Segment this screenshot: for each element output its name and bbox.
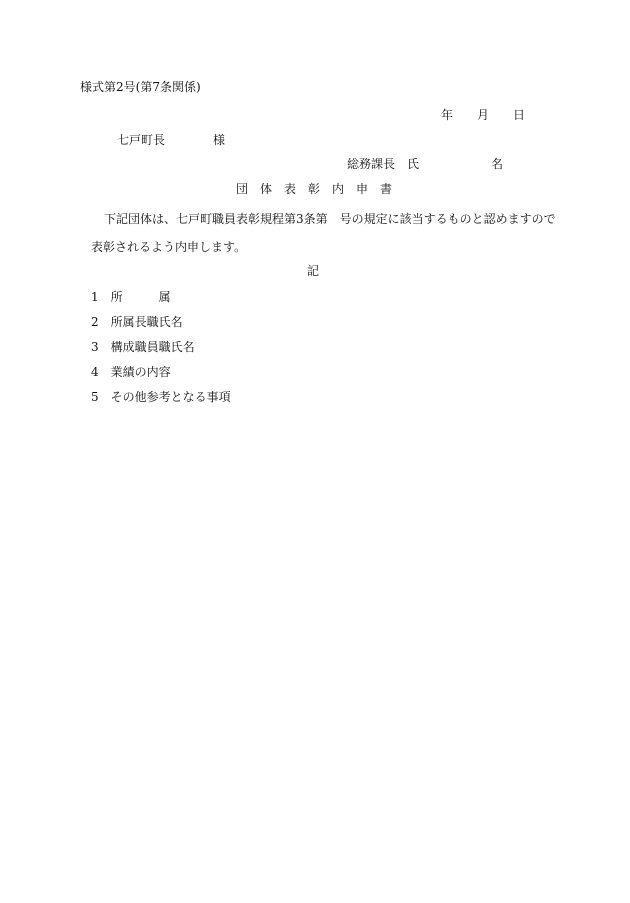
list-item-achievements: 4 業績の内容 — [91, 365, 171, 379]
addressee: 七戸町長 様 — [117, 133, 226, 147]
document-title: 団 体 表 彰 内 申 書 — [236, 182, 393, 196]
list-item-supervisor-name: 2 所属長職氏名 — [91, 315, 183, 329]
list-item-other-reference: 5 その他参考となる事項 — [91, 390, 231, 404]
sender-line: 総務課長 氏 名 — [347, 157, 504, 171]
ki-heading: 記 — [307, 264, 320, 278]
body-text-line-1: 下記団体は、七戸町職員表彰規程第3条第 号の規定に該当するものと認めますので — [104, 212, 556, 226]
form-number: 様式第2号(第7条関係) — [80, 80, 201, 94]
date-line: 年 月 日 — [441, 108, 526, 122]
list-item-affiliation: 1 所 属 — [91, 290, 171, 304]
list-item-member-names: 3 構成職員職氏名 — [91, 340, 195, 354]
body-text-line-2: 表彰されるよう内申します。 — [91, 240, 247, 254]
